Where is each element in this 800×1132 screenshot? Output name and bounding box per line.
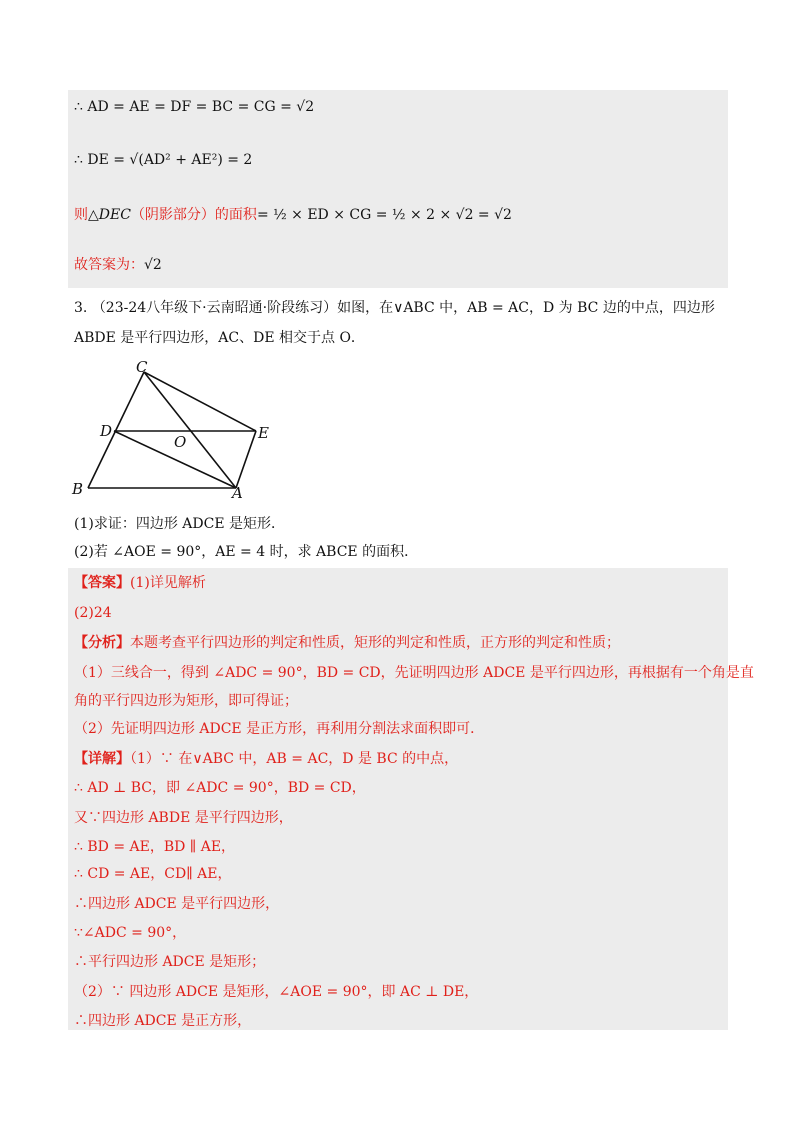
geometry-figure xyxy=(66,358,286,498)
question-stem1: 如图，在∨ABC 中，AB = AC，D 为 BC 边的中点，四边形 xyxy=(337,300,715,316)
segment-CE xyxy=(144,372,256,431)
line3-prefix: 则 xyxy=(74,207,88,223)
answer-part2: (2)24 xyxy=(74,605,112,621)
answer-tag: 【答案】 xyxy=(74,575,130,591)
line3-mid: （阴影部分）的面积 xyxy=(130,207,257,223)
segment-EA xyxy=(236,431,256,488)
detail-text1: （1）∵ 在∨ABC 中，AB = AC，D 是 BC 的中点， xyxy=(130,751,459,767)
question-source: （23-24八年级下·云南昭通·阶段练习） xyxy=(91,300,338,316)
question-stem-line2: ABDE 是平行四边形，AC、DE 相交于点 O． xyxy=(74,330,365,346)
analysis-point1: （1）三线合一，得到 ∠ADC = 90°，BD = CD，先证明四边形 ADCE 是平行四边形，再根据有一个角是直 xyxy=(74,665,754,681)
answer-part1: (1)详见解析 xyxy=(130,575,206,591)
answer-line1 xyxy=(74,573,206,593)
prev-solution-line1: ∴ AD = AE = DF = BC = CG = √2 xyxy=(74,99,315,115)
label-O: O xyxy=(174,433,187,451)
analysis-point2: （2）先证明四边形 ADCE 是正方形，再利用分割法求面积即可． xyxy=(74,721,485,737)
detail-line1 xyxy=(74,749,458,769)
analysis-point1-cont: 角的平行四边形为矩形，即可得证； xyxy=(74,693,298,709)
label-D: D xyxy=(100,422,113,440)
question-stem-line1 xyxy=(74,298,715,318)
detail-line10: ∴四边形 ADCE 是正方形， xyxy=(74,1013,252,1029)
previous-solution-block xyxy=(68,90,728,288)
label-E: E xyxy=(258,424,269,442)
line3-expr: = ½ × ED × CG = ½ × 2 × √2 = √2 xyxy=(256,207,512,223)
prev-solution-line2: ∴ DE = √(AD² + AE²) = 2 xyxy=(74,152,253,168)
detail-line3: 又∵四边形 ABDE 是平行四边形， xyxy=(74,810,293,826)
answer-value: √2 xyxy=(144,257,162,273)
detail-line9: （2）∵ 四边形 ADCE 是矩形，∠AOE = 90°，即 AC ⊥ DE， xyxy=(74,984,479,1000)
prev-solution-line3 xyxy=(74,205,512,225)
answer-prefix: 故答案为： xyxy=(74,257,144,273)
label-A: A xyxy=(232,484,243,498)
detail-line6: ∴四边形 ADCE 是平行四边形， xyxy=(74,896,280,912)
question-part2: (2)若 ∠AOE = 90°，AE = 4 时，求 ABCE 的面积． xyxy=(74,544,419,560)
analysis-line xyxy=(74,633,620,653)
segment-CA xyxy=(144,372,236,488)
detail-line7: ∵∠ADC = 90°， xyxy=(74,925,187,941)
detail-line5: ∴ CD = AE，CD∥ AE， xyxy=(74,866,232,882)
label-B: B xyxy=(72,480,84,498)
detail-line4: ∴ BD = AE，BD ∥ AE， xyxy=(74,839,236,855)
triangle-dec: △DEC xyxy=(88,207,131,223)
label-C: C xyxy=(136,358,148,376)
question-number: 3. xyxy=(74,300,88,316)
detail-tag: 【详解】 xyxy=(74,751,130,767)
analysis-text: 本题考查平行四边形的判定和性质，矩形的判定和性质，正方形的判定和性质； xyxy=(130,635,620,651)
prev-answer-line xyxy=(74,255,162,275)
question-part1: (1)求证：四边形 ADCE 是矩形． xyxy=(74,516,285,532)
segment-BC xyxy=(88,372,144,488)
detail-line8: ∴平行四边形 ADCE 是矩形； xyxy=(74,954,266,970)
detail-line2: ∴ AD ⊥ BC，即 ∠ADC = 90°，BD = CD， xyxy=(74,780,366,796)
analysis-tag: 【分析】 xyxy=(74,635,130,651)
